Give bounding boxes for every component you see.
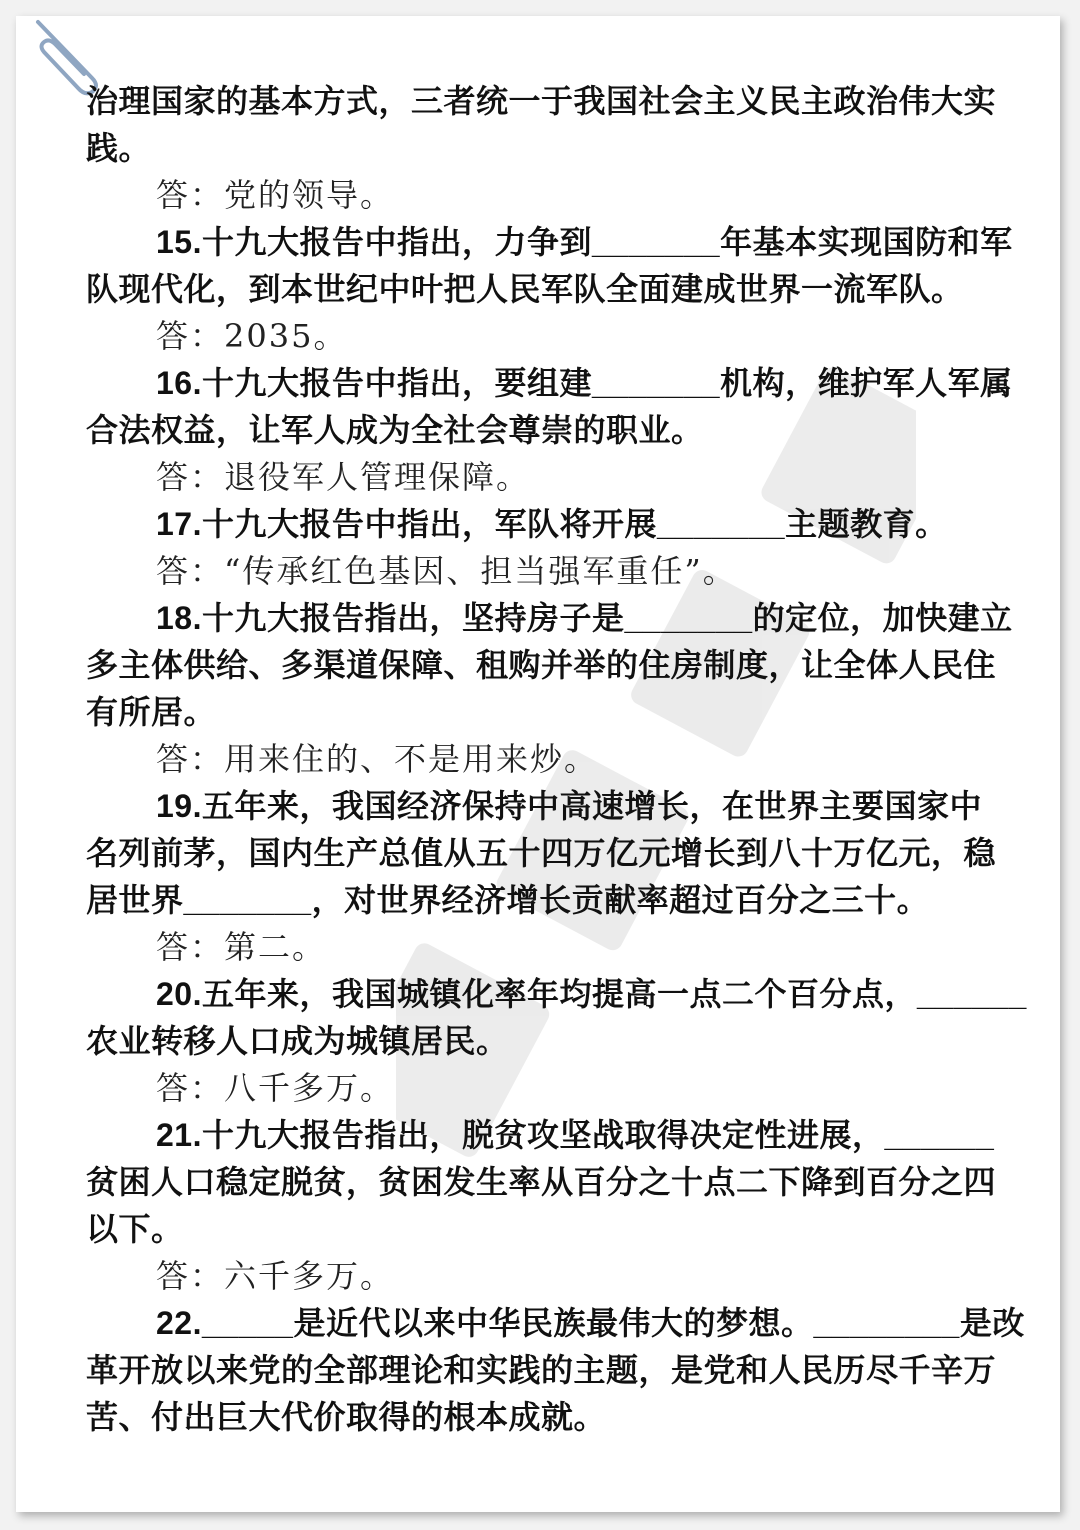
question-line: 革开放以来党的全部理论和实践的主题，是党和人民历尽千辛万	[86, 1352, 997, 1388]
document-text	[86, 78, 1048, 1441]
document-page	[16, 16, 1060, 1512]
question-line: 贫困人口稳定脱贫，贫困发生率从百分之十点二下降到百分之四	[86, 1164, 997, 1200]
question-line: 22._____是近代以来中华民族最伟大的梦想。________是改	[156, 1305, 1025, 1341]
question-line: 队现代化，到本世纪中叶把人民军队全面建成世界一流军队。	[86, 271, 964, 307]
question-line: 农业转移人口成为城镇居民。	[86, 1023, 509, 1059]
question-line: 居世界_______，对世界经济增长贡献率超过百分之三十。	[86, 882, 930, 918]
answer-line: 答：党的领导。	[156, 176, 395, 214]
question-line: 名列前茅，国内生产总值从五十四万亿元增长到八十万亿元，稳	[86, 835, 997, 871]
answer-line: 答：八千多万。	[156, 1069, 395, 1107]
question-line: 21.十九大报告指出，脱贫攻坚战取得决定性进展，______	[156, 1117, 995, 1153]
question-line: 17.十九大报告中指出，军队将开展_______主题教育。	[156, 506, 948, 542]
answer-line: 答：用来住的、不是用来炒。	[156, 740, 599, 778]
question-line: 以下。	[86, 1211, 184, 1247]
answer-line: 答：2035。	[156, 317, 348, 355]
question-line: 19.五年来，我国经济保持中高速增长，在世界主要国家中	[156, 788, 982, 824]
question-line: 18.十九大报告指出，坚持房子是_______的定位，加快建立	[156, 600, 1013, 636]
question-line: 20.五年来，我国城镇化率年均提高一点二个百分点，______	[156, 976, 1027, 1012]
question-line: 16.十九大报告中指出，要组建_______机构，维护军人军属	[156, 365, 1013, 401]
answer-line: 答：“传承红色基因、担当强军重任”。	[156, 552, 737, 590]
question-line: 有所居。	[86, 694, 217, 730]
question-line: 治理国家的基本方式，三者统一于我国社会主义民主政治伟大实	[86, 83, 997, 119]
answer-line: 答：退役军人管理保障。	[156, 458, 531, 496]
question-line: 合法权益，让军人成为全社会尊崇的职业。	[86, 412, 704, 448]
question-line: 苦、付出巨大代价取得的根本成就。	[86, 1399, 607, 1435]
question-line: 践。	[86, 130, 152, 166]
question-line: 15.十九大报告中指出，力争到_______年基本实现国防和军	[156, 224, 1013, 260]
answer-line: 答：第二。	[156, 928, 327, 966]
answer-line: 答：六千多万。	[156, 1257, 395, 1295]
question-line: 多主体供给、多渠道保障、租购并举的住房制度，让全体人民住	[86, 647, 997, 683]
